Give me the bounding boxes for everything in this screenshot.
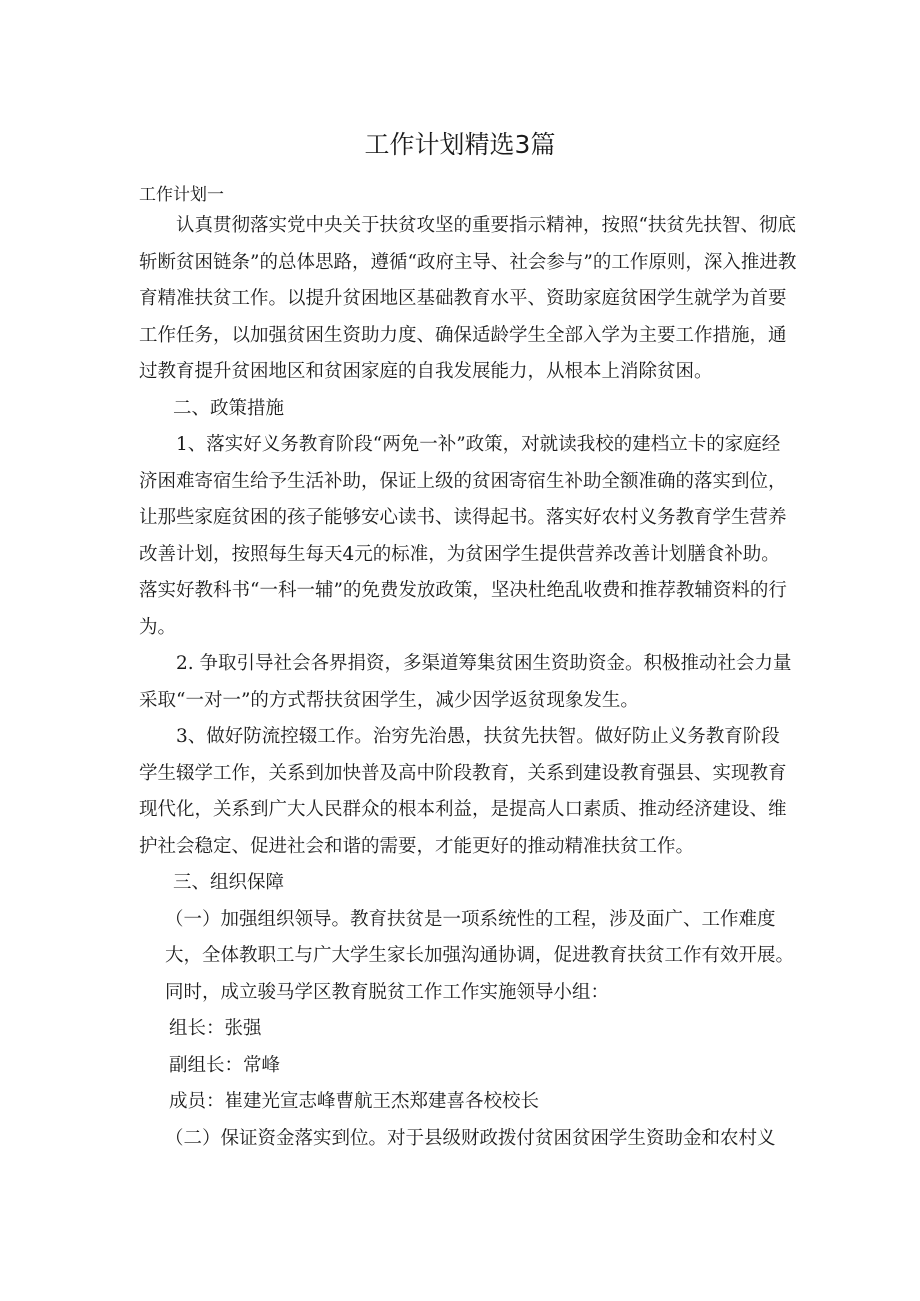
policy-item-2: 2. 争取引导社会各界捐资，多渠道筹集贫困生资助资金。积极推动社会力量采取“一对一”的方式帮扶贫困学生，减少因学返贫现象发生。 (139, 653, 792, 711)
group-leader: 组长：张强 (169, 1018, 262, 1039)
section-2-heading: 二、政策措施 (173, 397, 285, 419)
section-3-heading: 三、组织保障 (173, 872, 285, 893)
group-members: 成员：崔建光宣志峰曹航王杰郑建喜各校校长 (169, 1091, 540, 1112)
org-item-2: （二）保证资金落实到位。对于县级财政拨付贫困贫困学生资助金和农村义 (165, 1127, 776, 1149)
intro-paragraph: 认真贯彻落实党中央关于扶贫攻坚的重要指示精神，按照“扶贫先扶智、彻底斩断贫困链条”的总体思路，遵循“政府主导、社会参与”的工作原则，深入推进教育精准扶贫工作。以提升贫困地区基础教育水平、资助家庭贫困学生就学为首要工作任务，以加强贫困生资助力度、确保适龄学生全部入学为主要工作措施，通过教育提升贫困地区和贫困家庭的自我发展能力，从根本上消除贫困。 (139, 215, 797, 382)
plan-heading: 工作计划一 (139, 185, 224, 205)
policy-item-3: 3、做好防流控辍工作。治穷先治愚，扶贫先扶智。做好防止义务教育阶段学生辍学工作，关系到加快普及高中阶段教育，关系到建设教育强县、实现教育现代化，关系到广大人民群众的根本利益，是提高人口素质、推动经济建设、维护社会稳定、促进社会和谐的需要，才能更好的推动精准扶贫工作。 (139, 726, 787, 857)
org-item-1: （一）加强组织领导。教育扶贫是一项系统性的工程，涉及面广、工作难度大，全体教职工与广大学生家长加强沟通协调，促进教育扶贫工作有效开展。同时，成立骏马学区教育脱贫工作工作实施领导小组： (165, 908, 795, 1003)
group-deputy: 副组长：常峰 (169, 1054, 281, 1076)
document-title: 工作计划精选3篇 (364, 130, 556, 159)
document-body (139, 208, 797, 1157)
policy-item-1: 1、落实好义务教育阶段“两免一补”政策，对就读我校的建档立卡的家庭经济困难寄宿生给予生活补助，保证上级的贫困寄宿生补助全额准确的落实到位，让那些家庭贫困的孩子能够安心读书、读得起书。落实好农村义务教育学生营养改善计划，按照每生每天4元的标准，为贫困学生提供营养改善计划膳食补助。落实好教科书“一科一辅”的免费发放政策，坚决杜绝乱收费和推荐教辅资料的行为。 (139, 434, 787, 638)
